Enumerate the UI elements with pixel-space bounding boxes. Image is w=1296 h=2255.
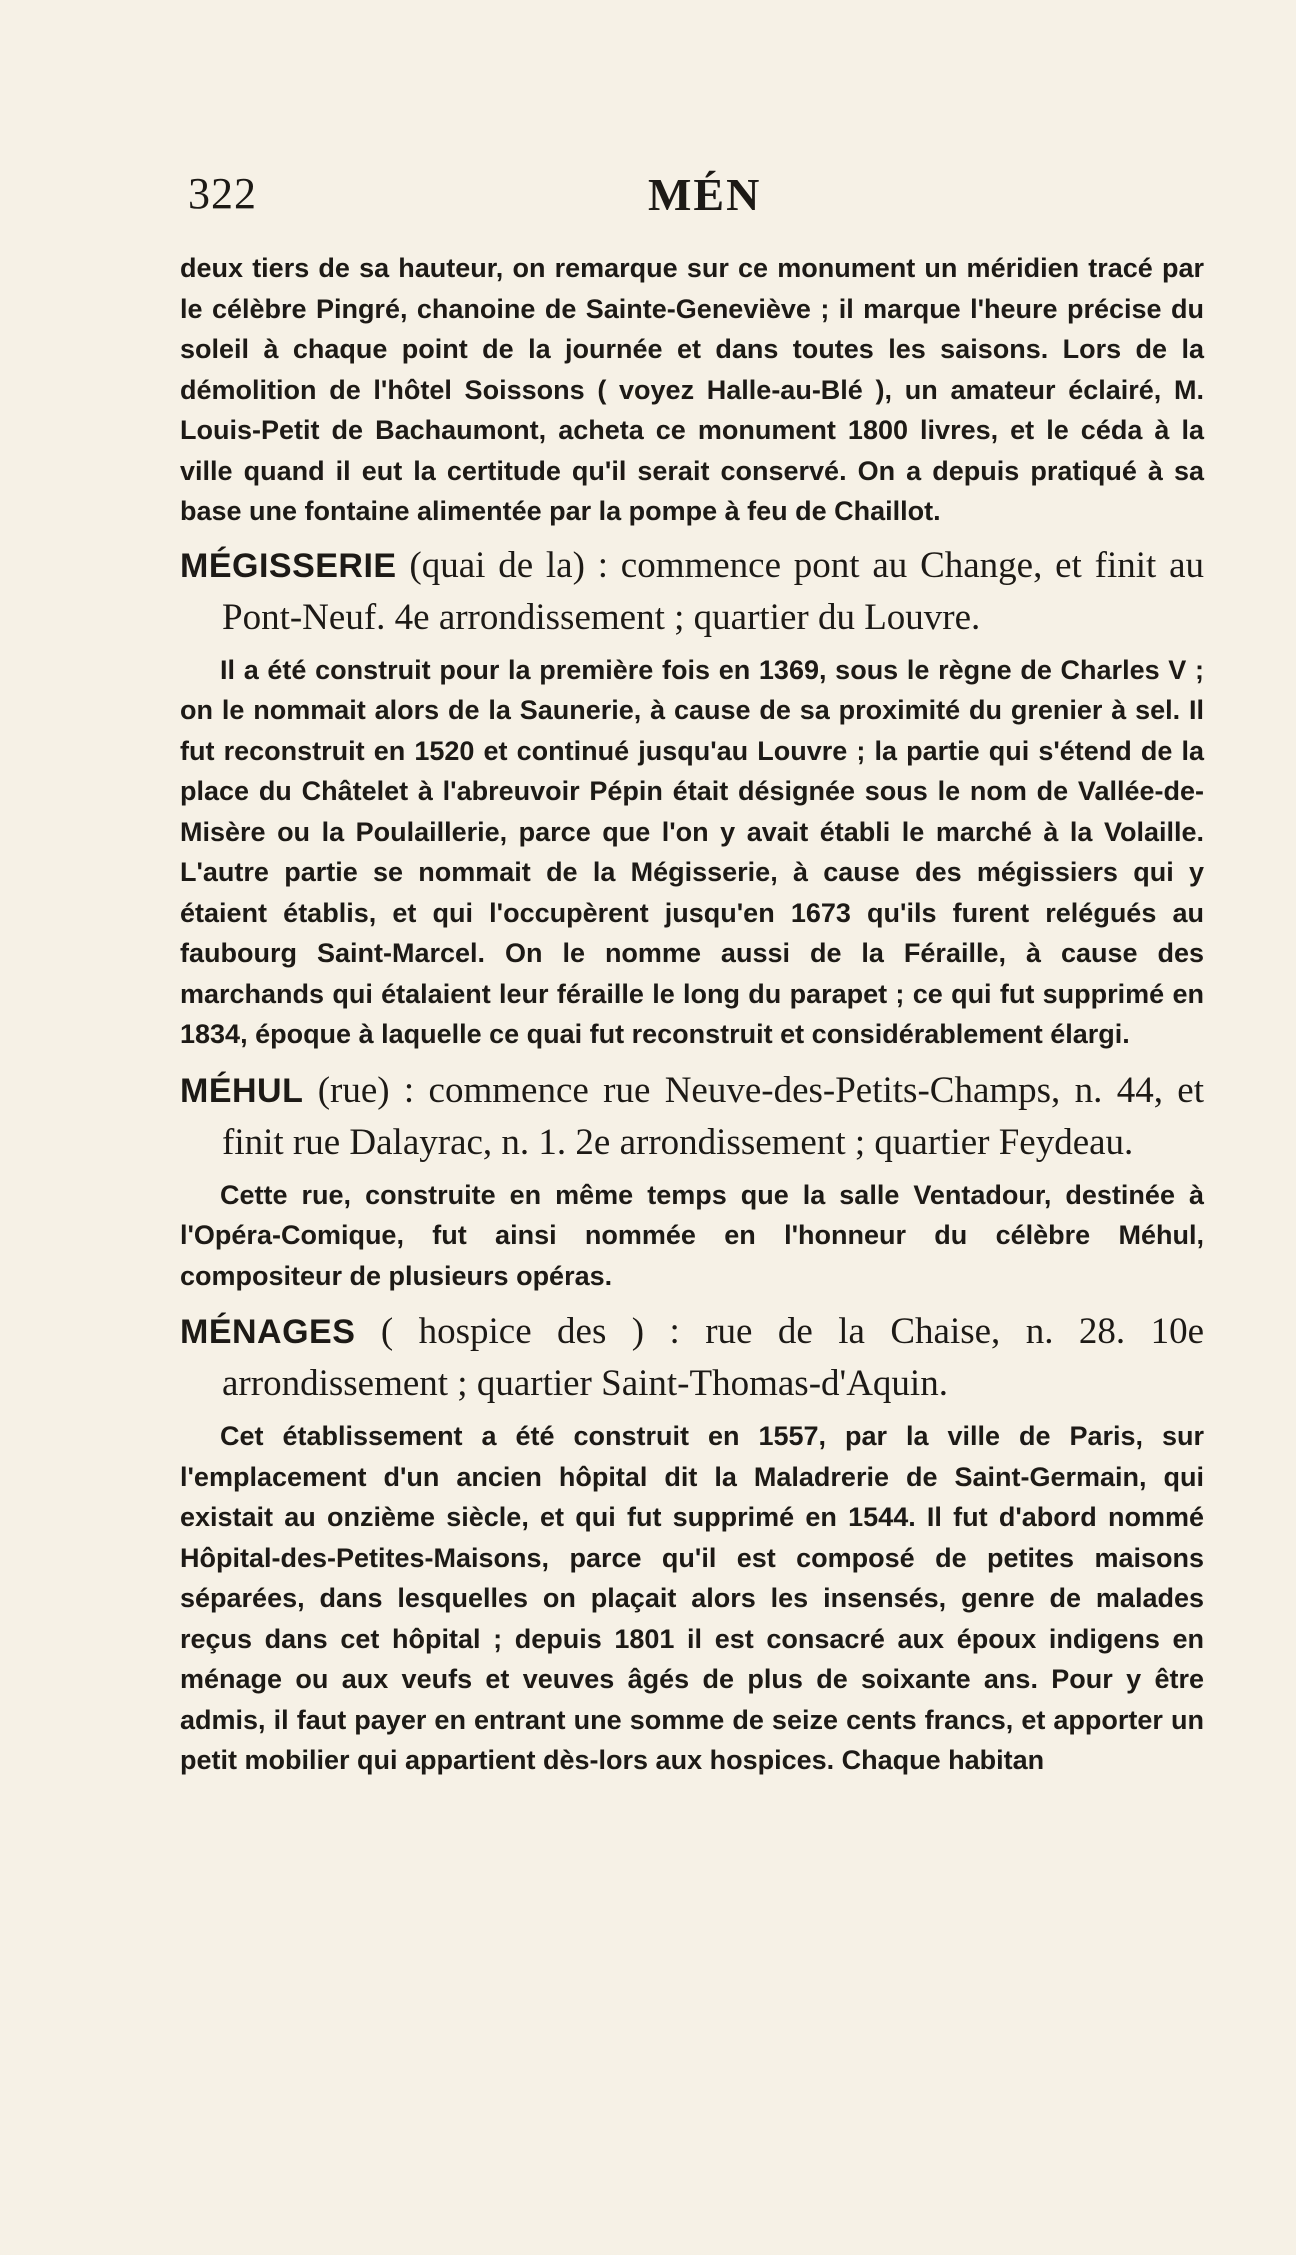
entry-paragraph: Il a été construit pour la première fois en 1369, sous le règne de Charles V ; on le nommait alors de la Saunerie, à cause de sa proximité du grenier à sel. Il fut reconstruit en 1520 et continué jusqu'au Louvre ; la partie qui s'étend de la place du Châtelet à l'abreuvoir Pépin était désignée sous le nom de Vallée-de-Misère ou la Poulaillerie, parce que l'on y avait établi le marché à la Volaille. L'autre partie se nommait de la Mégisserie, à cause des mégissiers qui y étaient établis, et qui l'occupèrent jusqu'en 1673 qu'ils furent relégués au faubourg Saint-Marcel. On le nomme aussi de la Féraille, à cause des marchands qui étalaient leur féraille le long du parapet ; ce qui fut supprimé en 1834, époque à laquelle ce quai fut reconstruit et considérablement élargi. [180,654,1204,1049]
entry-paragraph: Cette rue, construite en même temps que la salle Ventadour, destinée à l'Opéra-Comique, fut ainsi nommée en l'honneur du célèbre Méhul, compositeur de plusieurs opéras. [180,1179,1204,1291]
entry-description: (quai de la) : commence pont au Change, et finit au Pont-Neuf. 4e arrondissement ; quartier du Louvre. [222,544,1204,638]
entry-megisserie [180,540,1204,644]
entry-headword: MÉGISSERIE [180,546,397,585]
entry-headword: MÉHUL [180,1071,304,1110]
paragraph-continued: deux tiers de sa hauteur, on remarque sur ce monument un méridien tracé par le célèbre Pingré, chanoine de Sainte-Geneviève ; il marque l'heure précise du soleil à chaque point de la journée et dans toutes les saisons. Lors de la démolition de l'hôtel Soissons ( voyez Halle-au-Blé ), un amateur éclairé, M. Louis-Petit de Bachaumont, acheta ce monument 1800 livres, et le céda à la ville quand il eut la certitude qu'il serait conservé. On a depuis pratiqué à sa base une fontaine alimentée par la pompe à feu de Chaillot. [180,253,1204,526]
entry-menages [180,1306,1204,1410]
entry-description: (rue) : commence rue Neuve-des-Petits-Champs, n. 44, et finit rue Dalayrac, n. 1. 2e arrondissement ; quartier Feydeau. [222,1069,1204,1163]
entry-headword: MÉNAGES [180,1313,356,1351]
entry-paragraph: Cet établissement a été construit en 1557, par la ville de Paris, sur l'emplacement d'un ancien hôpital dit la Maladrerie de Saint-Germain, qui existait au onzième siècle, et qui fut supprimé en 1544. Il fut d'abord nommé Hôpital-des-Petites-Maisons, parce qu'il est composé de petites maisons séparées, dans lesquelles on plaçait alors les insensés, genre de malades reçus dans cet hôpital ; depuis 1801 il est consacré aux époux indigens en ménage ou aux veufs et veuves âgés de plus de soixante ans. Pour y être admis, il faut payer en entrant une somme de seize cents francs, et apporter un petit mobilier qui appartient dès-lors aux hospices. Chaque habitan [180,1421,1204,1775]
page-header [188,168,1200,232]
entry-mehul [180,1065,1204,1169]
entry-description: ( hospice des ) : rue de la Chaise, n. 28. 10e arrondissement ; quartier Saint-Thomas-d'Aquin. [222,1311,1204,1404]
page-body [180,248,1204,1781]
running-head: MÉN [648,169,762,220]
page-number: 322 [188,169,257,218]
